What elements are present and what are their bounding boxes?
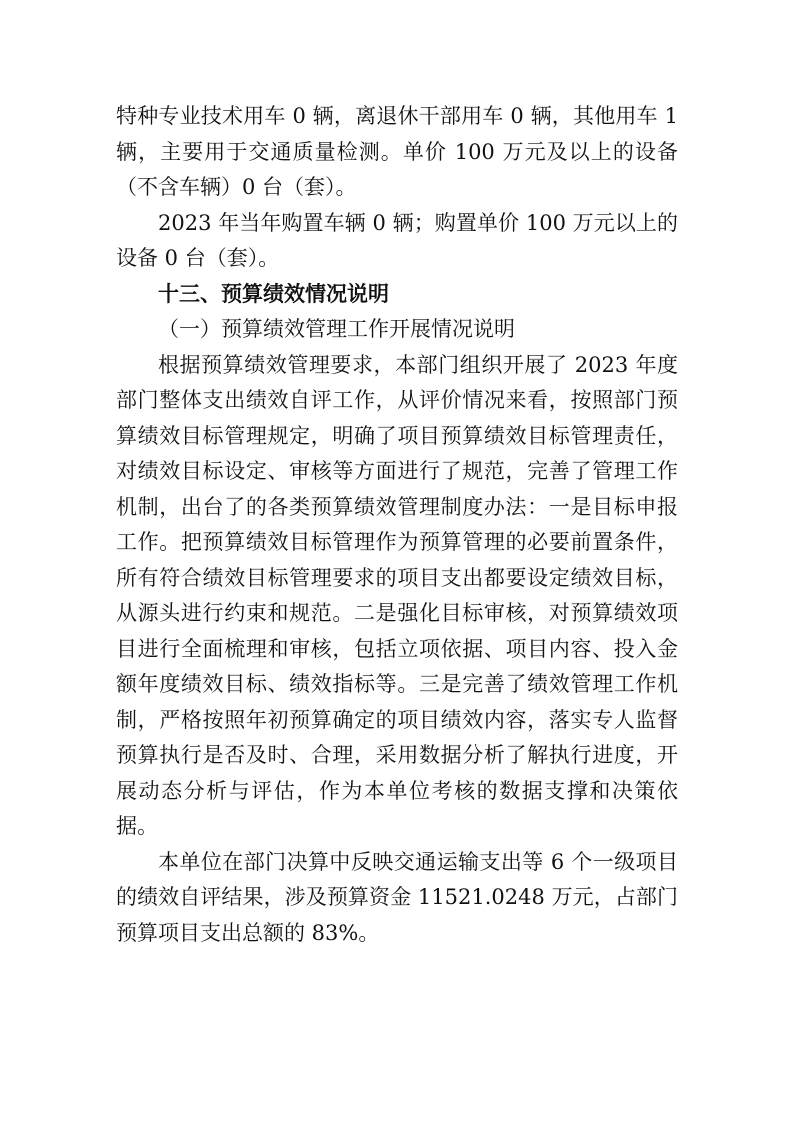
paragraph-results: 本单位在部门决算中反映交通运输支出等 6 个一级项目的绩效自评结果，涉及预算资金 11521.0248 万元，占部门预算项目支出总额的 83%。 (116, 849, 678, 945)
paragraph-purchase: 2023 年当年购置车辆 0 辆；购置单价 100 万元以上的设备 0 台（套）。 (116, 210, 678, 270)
document-body (116, 99, 678, 951)
section-heading: 十三、预算绩效情况说明 (158, 281, 389, 306)
subsection-heading: （一）预算绩效管理工作开展情况说明 (158, 317, 515, 341)
paragraph-vehicles: 特种专业技术用车 0 辆，离退休干部用车 0 辆，其他用车 1 辆，主要用于交通质量检测。单价 100 万元及以上的设备（不含车辆）0 台（套）。 (116, 104, 678, 199)
paragraph-management: 根据预算绩效管理要求，本部门组织开展了 2023 年度部门整体支出绩效自评工作，从评价情况来看，按照部门预算绩效目标管理规定，明确了项目预算绩效目标管理责任，对绩效目标设定、审核等方面进行了规范，完善了管理工作机制，出台了的各类预算绩效管理制度办法：一是目标申报工作。把预算绩效目标管理作为预算管理的必要前置条件，所有符合绩效目标管理要求的项目支出都要设定绩效目标，从源头进行约束和规范。二是强化目标审核，对预算绩效项目进行全面梳理和审核，包括立项依据、项目内容、投入金额年度绩效目标、绩效指标等。三是完善了绩效管理工作机制，严格按照年初预算确定的项目绩效内容，落实专人监督预算执行是否及时、合理，采用数据分析了解执行进度，开展动态分析与评估，作为本单位考核的数据支撑和决策依据。 (116, 352, 678, 838)
